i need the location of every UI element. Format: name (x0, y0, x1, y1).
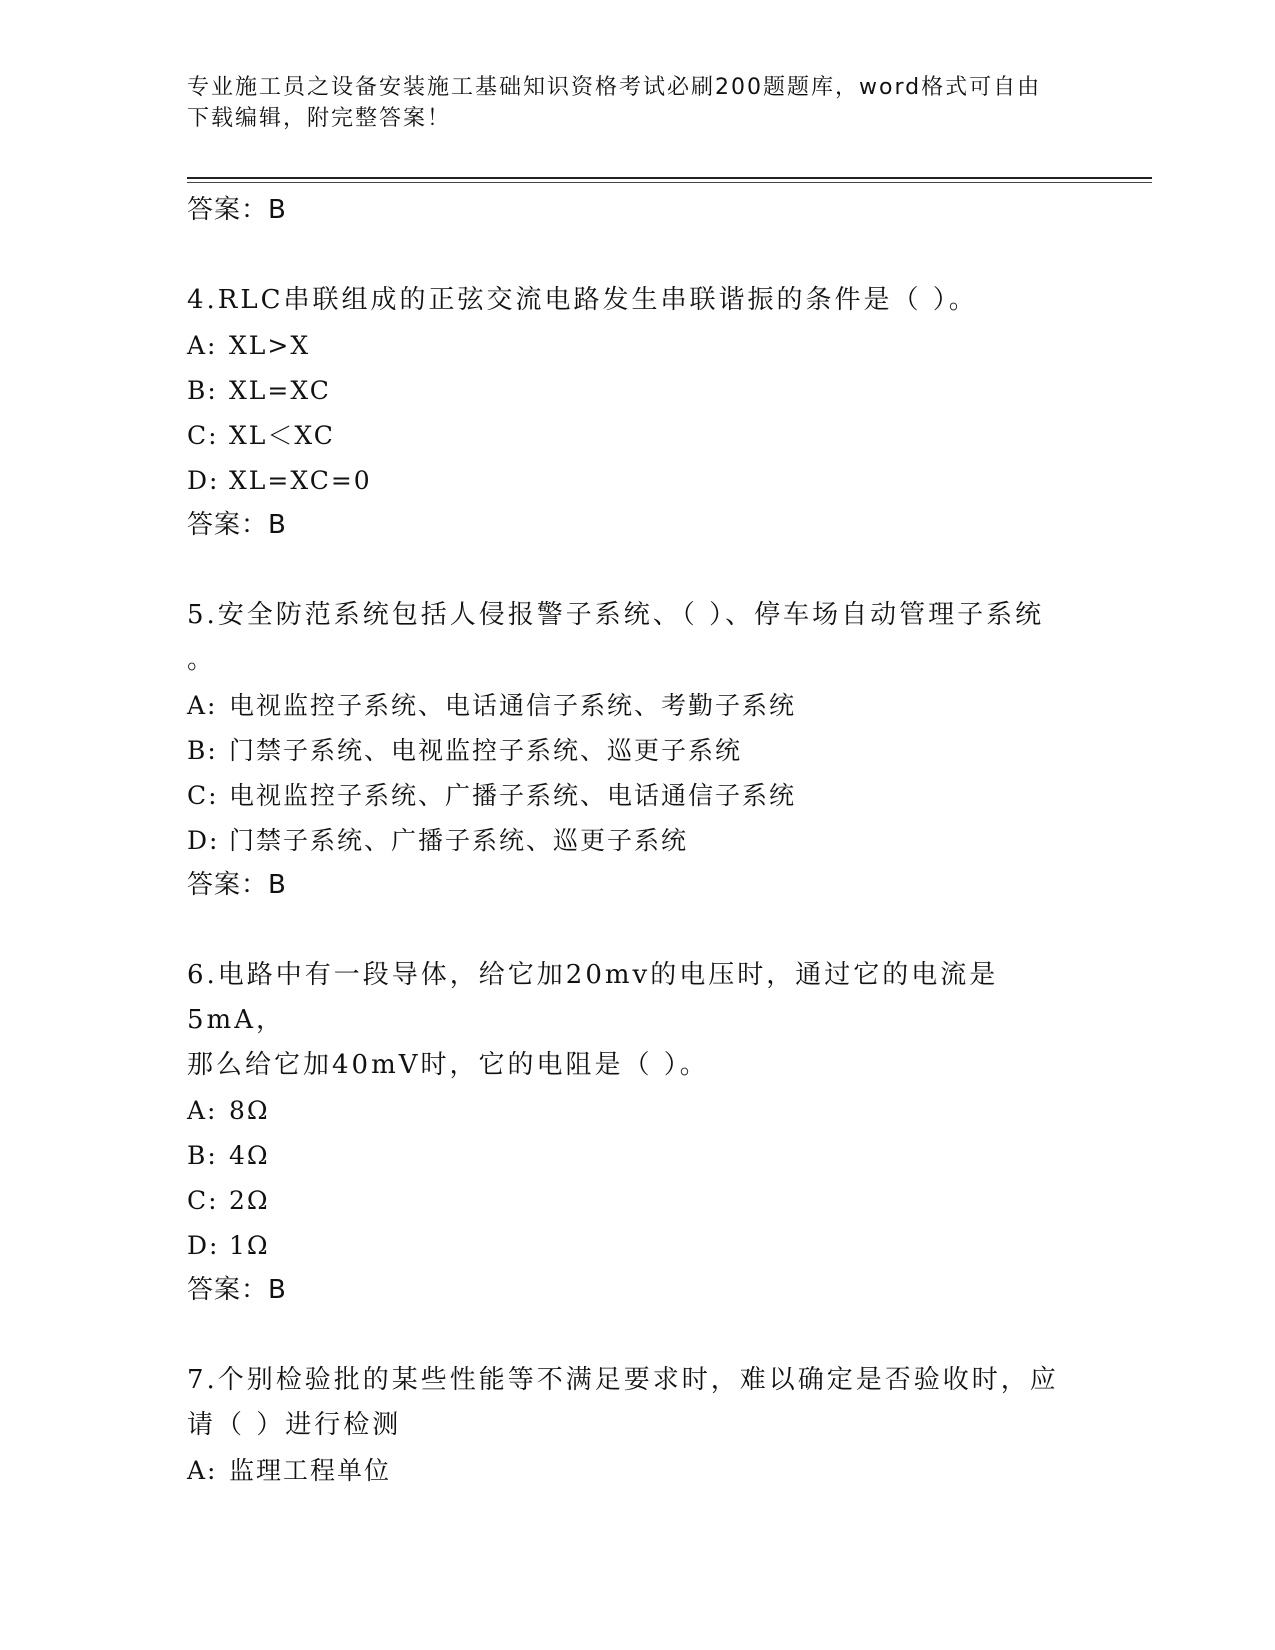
question-text-continued: 。 (187, 645, 217, 675)
question-text: 6.电路中有一段导体，给它加20mv的电压时，通过它的电流是5mA， (187, 960, 999, 1035)
option-c (187, 413, 1087, 458)
option-d (187, 1223, 1087, 1268)
option-key: A: (187, 1456, 218, 1485)
question-6 (187, 953, 1087, 1312)
question-text-continued: 那么给它加40mV时，它的电阻是（ ）。 (187, 1050, 709, 1080)
question-5 (187, 593, 1087, 907)
option-a (187, 1448, 1087, 1493)
option-d (187, 818, 1087, 863)
option-key: C: (187, 1186, 219, 1215)
option-key: D: (187, 1231, 220, 1260)
option-key: A: (187, 1096, 218, 1125)
option-d (187, 458, 1087, 503)
option-a (187, 683, 1087, 728)
option-c (187, 1178, 1087, 1223)
option-text: 门禁子系统、广播子系统、巡更子系统 (229, 826, 689, 855)
question-text: 7.个别检验批的某些性能等不满足要求时，难以确定是否验收时，应 (187, 1365, 1059, 1395)
option-text: 监理工程单位 (229, 1456, 392, 1485)
option-key: B: (187, 376, 218, 405)
option-key: D: (187, 466, 220, 495)
option-key: C: (187, 421, 219, 450)
question-text: 4.RLC串联组成的正弦交流电路发生串联谐振的条件是（ ）。 (187, 285, 978, 315)
option-text: XL=XC=0 (229, 466, 372, 495)
option-text: 8Ω (229, 1096, 270, 1125)
option-key: C: (187, 781, 219, 810)
option-text: 4Ω (229, 1141, 270, 1170)
option-text: 门禁子系统、电视监控子系统、巡更子系统 (229, 736, 743, 765)
option-c (187, 773, 1087, 818)
header-title-line-1: 专业施工员之设备安装施工基础知识资格考试必刷200题题库，word格式可自由 (187, 75, 1042, 100)
option-b (187, 728, 1087, 773)
answer-line: 答案：B (187, 1275, 287, 1305)
question-text: 5.安全防范系统包括人侵报警子系统、（ ）、停车场自动管理子系统 (187, 600, 1045, 630)
question-7 (187, 1358, 1087, 1493)
header-title-line-2: 下载编辑，附完整答案！ (187, 106, 452, 131)
option-text: 电视监控子系统、广播子系统、电话通信子系统 (229, 781, 797, 810)
document-content (187, 188, 1087, 1493)
option-text: XL>X (229, 331, 311, 360)
question-4 (187, 278, 1087, 547)
answer-line: 答案：B (187, 510, 287, 540)
option-key: B: (187, 736, 218, 765)
answer-line: 答案：B (187, 195, 287, 225)
option-b (187, 1133, 1087, 1178)
option-text: XL＜XC (229, 421, 335, 450)
option-text: XL=XC (229, 376, 331, 405)
answer-line: 答案：B (187, 870, 287, 900)
option-a (187, 1088, 1087, 1133)
option-text: 2Ω (229, 1186, 270, 1215)
option-b (187, 368, 1087, 413)
document-header (187, 72, 1087, 134)
option-a (187, 323, 1087, 368)
header-divider-thick (187, 177, 1152, 179)
option-key: B: (187, 1141, 218, 1170)
question-text-continued: 请（ ）进行检测 (187, 1410, 402, 1440)
option-key: A: (187, 691, 218, 720)
option-text: 电视监控子系统、电话通信子系统、考勤子系统 (229, 691, 797, 720)
option-key: D: (187, 826, 220, 855)
option-text: 1Ω (229, 1231, 270, 1260)
header-divider-thin (187, 182, 1152, 183)
option-key: A: (187, 331, 218, 360)
